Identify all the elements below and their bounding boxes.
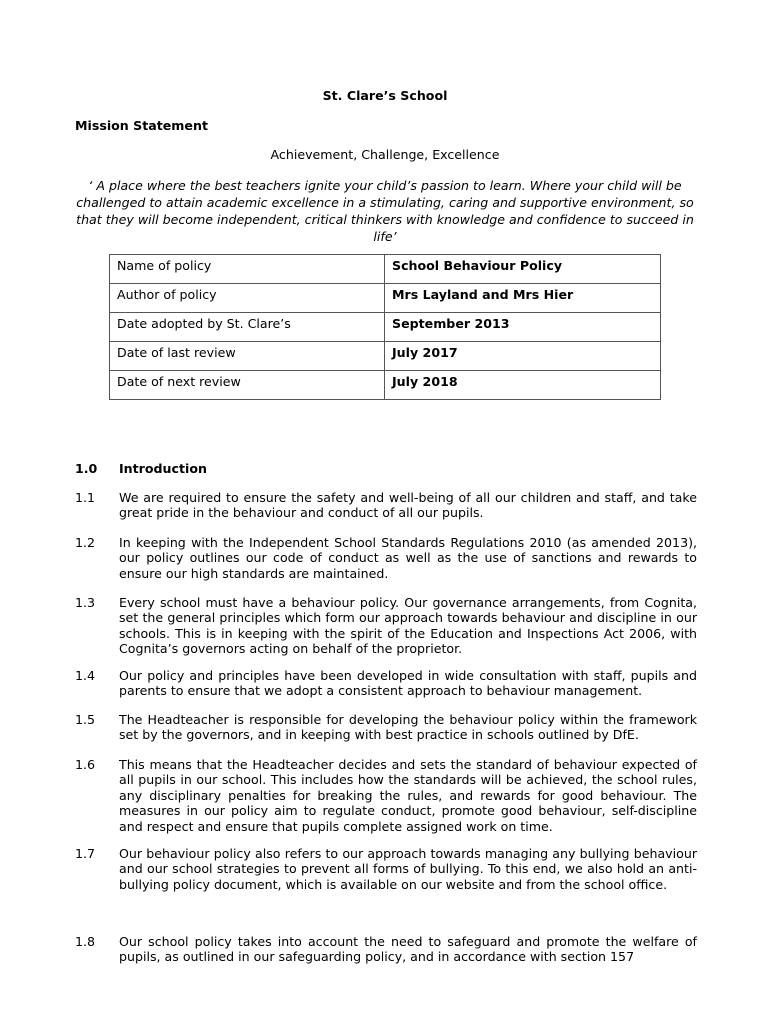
paragraph-text: Every school must have a behaviour policy. Our governance arrangements, from Cognita, set the general principles which form our approach towards behaviour and discipline in our schools. This is in keeping with the spirit of the Education and Inspections Act 2006, with Cognita’s governors acting on behalf of the proprietor.	[119, 595, 697, 657]
paragraph	[75, 712, 697, 743]
section-heading	[75, 461, 697, 476]
table-value: Mrs Layland and Mrs Hier	[385, 284, 661, 313]
school-name: St. Clare’s School	[322, 88, 448, 103]
table-value: September 2013	[385, 313, 661, 342]
section-title: Introduction	[119, 461, 207, 476]
paragraph	[75, 490, 697, 521]
table-value: July 2018	[385, 371, 661, 400]
paragraph-number: 1.2	[75, 535, 96, 550]
table-label: Author of policy	[110, 284, 385, 313]
paragraph-text: This means that the Headteacher decides and sets the standard of behaviour expected of all pupils in our school. This includes how the standards will be achieved, the school rules, any disciplinary penalties for breaking the rules, and rewards for good behaviour. The measures in our policy aim to regulate conduct, promote good behaviour, self-discipline and respect and ensure that pupils complete assigned work on time.	[119, 757, 697, 834]
paragraph-text: The Headteacher is responsible for developing the behaviour policy within the framework set by the governors, and in keeping with best practice in schools outlined by DfE.	[119, 712, 697, 743]
paragraph-number: 1.3	[75, 595, 96, 610]
paragraph	[75, 595, 697, 657]
mission-heading: Mission Statement	[75, 118, 208, 133]
paragraph-number: 1.8	[75, 934, 96, 949]
motto: Achievement, Challenge, Excellence	[270, 147, 500, 162]
paragraph-text: We are required to ensure the safety and well-being of all our children and staff, and take great pride in the behaviour and conduct of all our pupils.	[119, 490, 697, 521]
table-value: School Behaviour Policy	[385, 255, 661, 284]
table-value: July 2017	[385, 342, 661, 371]
section-number: 1.0	[75, 461, 98, 476]
paragraph	[75, 846, 697, 892]
table-label: Name of policy	[110, 255, 385, 284]
table-label: Date adopted by St. Clare’s	[110, 313, 385, 342]
paragraph-text: Our behaviour policy also refers to our approach towards managing any bullying behaviour and our school strategies to prevent all forms of bullying. To this end, we also hold an anti-bullying policy document, which is available on our website and from the school office.	[119, 846, 697, 892]
table-row	[110, 313, 661, 342]
paragraph-text: Our policy and principles have been developed in wide consultation with staff, pupils and parents to ensure that we adopt a consistent approach to behaviour management.	[119, 668, 697, 699]
paragraph	[75, 934, 697, 965]
table-row	[110, 255, 661, 284]
paragraph-number: 1.6	[75, 757, 96, 772]
paragraph	[75, 757, 697, 834]
table-row	[110, 371, 661, 400]
table-label: Date of next review	[110, 371, 385, 400]
table-row	[110, 342, 661, 371]
paragraph	[75, 535, 697, 581]
paragraph-text: In keeping with the Independent School Standards Regulations 2010 (as amended 2013), our policy outlines our code of conduct as well as the use of sanctions and rewards to ensure our high standards are maintained.	[119, 535, 697, 581]
paragraph-number: 1.4	[75, 668, 96, 683]
paragraph-text: Our school policy takes into account the need to safeguard and promote the welfare of pupils, as outlined in our safeguarding policy, and in accordance with section 157	[119, 934, 697, 965]
table-label: Date of last review	[110, 342, 385, 371]
policy-info-table	[109, 254, 661, 400]
table-row	[110, 284, 661, 313]
vision-statement: ‘ A place where the best teachers ignite your child’s passion to learn. Where your child will be challenged to attain academic excellence in a stimulating, caring and supportive environment, so that they will become independent, critical thinkers with knowledge and confidence to succeed in life’	[76, 178, 694, 244]
paragraph-number: 1.1	[75, 490, 96, 505]
paragraph-number: 1.5	[75, 712, 96, 727]
paragraph	[75, 668, 697, 699]
paragraph-number: 1.7	[75, 846, 96, 861]
